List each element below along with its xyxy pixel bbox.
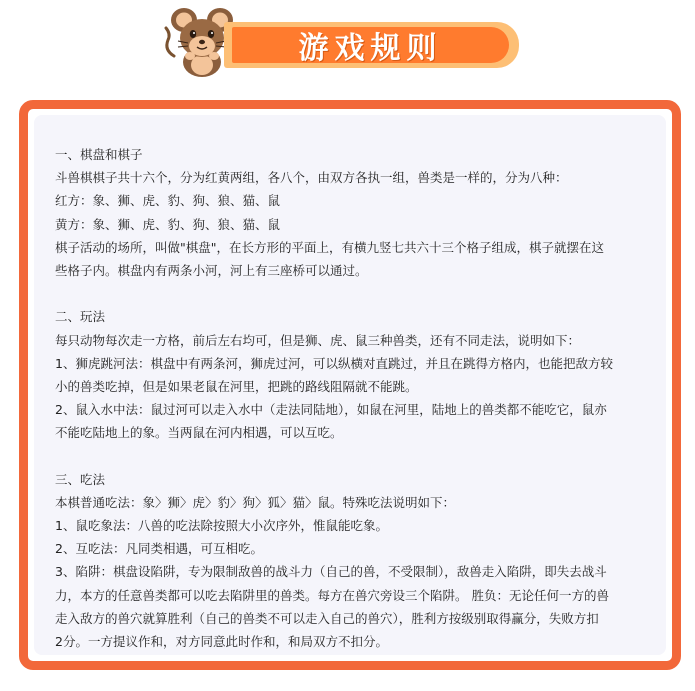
rules-panel-inner xyxy=(34,115,666,655)
rules-panel xyxy=(19,100,681,670)
rules-line: 2、互吃法：凡同类相遇，可互相吃。 xyxy=(55,541,263,557)
rules-line: 1、鼠吃象法：八兽的吃法除按照大小次序外，惟鼠能吃象。 xyxy=(55,518,388,533)
rules-line: 红方：象、狮、虎、豹、狗、狼、猫、鼠 xyxy=(55,193,281,209)
rules-line: 棋子活动的场所，叫做"棋盘"，在长方形的平面上，有横九竖七共六十三个格子组成，棋子就摆在这 xyxy=(55,239,605,255)
rules-line: 斗兽棋棋子共十六个，分为红黄两组，各八个，由双方各执一组，兽类是一样的，分为八种： xyxy=(55,170,568,186)
rules-line: 不能吃陆地上的象。当两鼠在河内相遇，可以互吃。 xyxy=(55,425,343,441)
paragraph-gap xyxy=(55,282,657,305)
page-title: 游戏规则 xyxy=(298,31,443,66)
rules-text xyxy=(55,143,657,653)
rules-line: 本棋普通吃法：象〉狮〉虎〉豹〉狗〉狐〉猫〉鼠。特殊吃法说明如下： xyxy=(55,494,456,510)
rules-line: 三、吃法 xyxy=(55,471,106,487)
rules-line: 些格子内。棋盘内有两条小河，河上有三座桥可以通过。 xyxy=(55,262,368,278)
title-banner xyxy=(224,22,519,68)
rules-line: 走入敌方的兽穴就算胜利（自己的兽类不可以走入自己的兽穴），胜利方按级别取得赢分，失败方扣 xyxy=(55,610,599,626)
rules-line: 2、鼠入水中法：鼠过河可以走入水中（走法同陆地），如鼠在河里，陆地上的兽类都不能吃它，鼠亦 xyxy=(55,402,607,418)
rules-line: 一、棋盘和棋子 xyxy=(55,147,143,162)
rules-line: 小的兽类吃掉，但是如果老鼠在河里，把跳的路线阻隔就不能跳。 xyxy=(55,378,418,394)
paragraph-gap xyxy=(55,444,657,467)
rules-line: 1、狮虎跳河法：棋盘中有两条河，狮虎过河，可以纵横对直跳过，并且在跳得方格内，也能把敌方较 xyxy=(55,355,613,371)
rules-line: 力，本方的任意兽类都可以吃去陷阱里的兽类。每方在兽穴旁设三个陷阱。 胜负：无论任何一方的兽 xyxy=(55,587,609,603)
rules-line: 二、玩法 xyxy=(55,309,106,325)
title-banner-inner xyxy=(232,27,509,66)
rules-line: 2分。一方提议作和，对方同意此时作和，和局双方不扣分。 xyxy=(55,633,388,649)
rules-line: 每只动物每次走一方格，前后左右均可，但是狮、虎、鼠三种兽类，还有不同走法，说明如下： xyxy=(55,332,581,348)
rules-line: 3、陷阱：棋盘设陷阱，专为限制敌兽的战斗力（自己的兽，不受限制），敌兽走入陷阱，即失去战斗 xyxy=(55,564,607,580)
rules-line: 黄方：象、狮、虎、豹、狗、狼、猫、鼠 xyxy=(55,216,281,232)
